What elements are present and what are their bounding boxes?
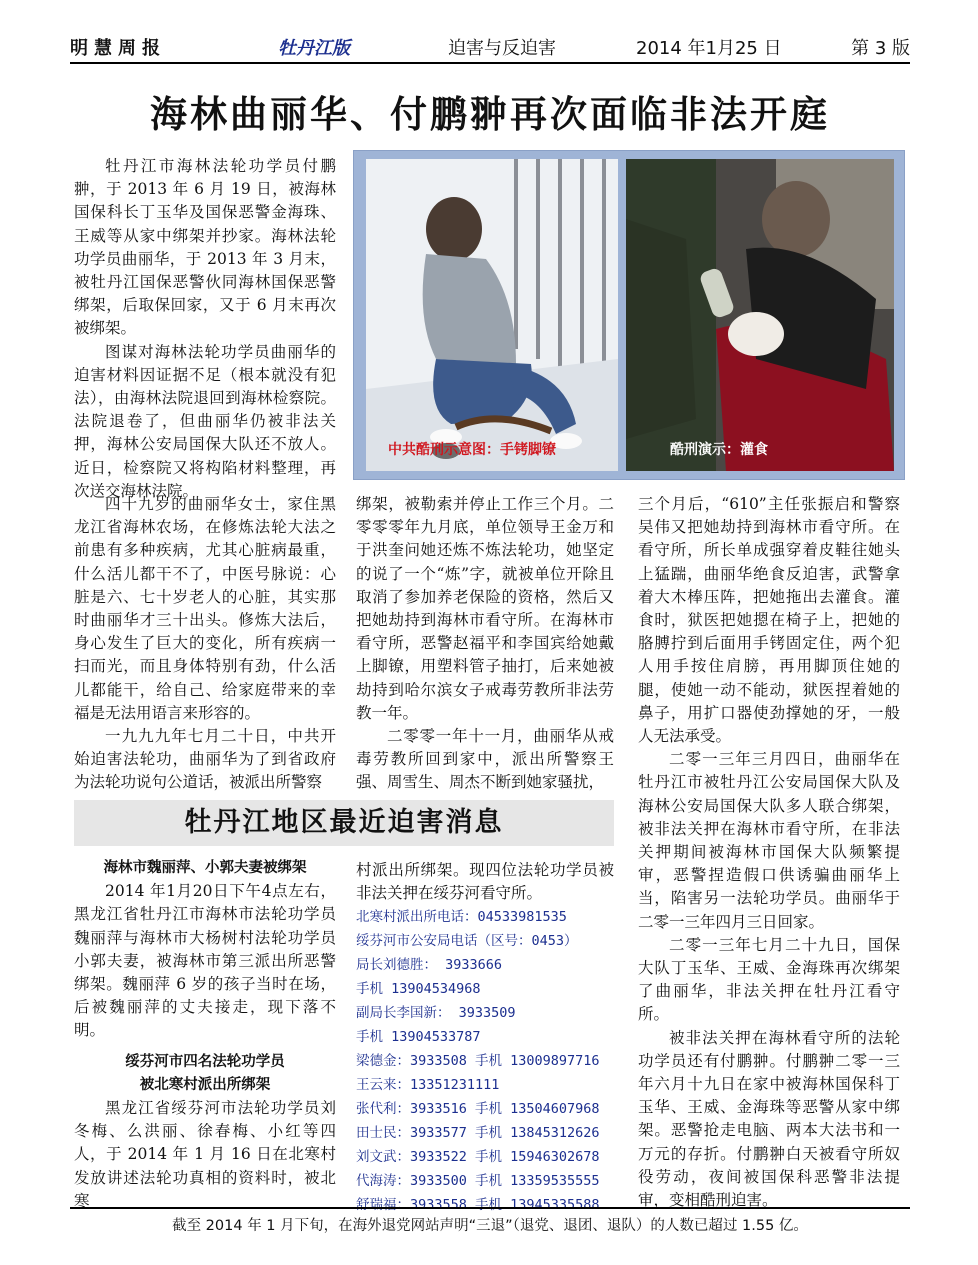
contact-line: 代海涛：3933500 手机 13359535555 xyxy=(356,1173,600,1190)
news-item-title: 绥芬河市四名法轮功学员 xyxy=(125,1053,285,1070)
contact-line: 田士民：3933577 手机 13845312626 xyxy=(356,1125,600,1142)
contact-line: 手机 13904533787 xyxy=(356,1029,481,1046)
issue-date: 2014 年1月25 日 xyxy=(636,38,782,59)
headline: 海林曲丽华、付鹏翀再次面临非法开庭 xyxy=(150,92,830,136)
force-feeding-image xyxy=(626,159,894,471)
article-column-1-lower xyxy=(74,493,336,795)
contact-line: 梁德金：3933508 手机 13009897716 xyxy=(356,1053,600,1070)
article-paragraph: 一九九九年七月二十日，中共开始迫害法轮功，曲丽华为了到省政府为法轮功说句公道话，被派出所警察 xyxy=(74,727,336,792)
footer-note: 截至 2014 年 1 月下旬，在海外退党网站声明“三退”（退党、退团、退队）的人数已超过 1.55 亿。 xyxy=(172,1218,808,1234)
torture-illustration-photo xyxy=(366,159,618,471)
article-paragraph: 二零零一年十一月，曲丽华从戒毒劳教所回到家中，派出所警察王强、周雪生、周杰不断到她家骚扰， xyxy=(356,727,614,792)
contact-line: 绥芬河市公安局电话（区号：0453） xyxy=(356,933,578,950)
photo-caption: 中共酷刑示意图：手铐脚镣 xyxy=(388,442,556,458)
contact-line: 张代利：3933516 手机 13504607968 xyxy=(356,1101,600,1118)
article-paragraph: 绑架，被勒索并停止工作三个月。二零零零年九月底，单位领导王金万和于洪奎问她还炼不炼法轮功，她坚定的说了一个“炼”字，就被单位开除且取消了参加养老保险的资格，然后又把她劫持到海林市看守所。在海林市看守所，恶警赵福平和李国宾给她戴上脚镣，用塑料管子抽打，后来她被劫持到哈尔滨女子戒毒劳教所非法劳教一年。 xyxy=(356,495,614,722)
article-paragraph: 二零一三年七月二十九日，国保大队丁玉华、王威、金海珠再次绑架了曲丽华，非法关押在牡丹江看守所。 xyxy=(638,935,900,1024)
news-item-title: 海林市魏丽萍、小郭夫妻被绑架 xyxy=(103,860,307,876)
article-paragraph: 二零一三年三月四日，曲丽华在牡丹江市被牡丹江公安局国保大队及海林公安局国保大队多人联合绑架，被非法关押在海林市看守所，在非法关押期间被海林市国保大队频繁提审，恶警捏造假口供诱骗曲丽华上当，陷害另一法轮功学员。曲丽华于二零一三年四月三日回家。 xyxy=(638,750,900,931)
contact-line: 刘文武：3933522 手机 15946302678 xyxy=(356,1149,600,1166)
page-number: 第 3 版 xyxy=(851,38,910,59)
contact-line: 副局长李国新： 3933509 xyxy=(356,1005,516,1022)
contact-line: 局长刘德胜： 3933666 xyxy=(356,957,503,974)
article-column-3 xyxy=(638,493,900,1212)
section-label: 迫害与反迫害 xyxy=(448,38,556,59)
page-header xyxy=(70,30,910,64)
article-paragraph: 四十九岁的曲丽华女士，家住黑龙江省海林农场，在修炼法轮大法之前患有多种疾病，尤其心脏病最重，什么活儿都干不了，中医号脉说：心脏是六、七十岁老人的心脏，其实那时曲丽华才三十出头。修炼大法后，身心发生了巨大的变化，所有疾病一扫而光，而且身体特别有劲，什么活儿都能干，给自己、给家庭带来的幸福是无法用语言来形容的。 xyxy=(74,495,336,722)
article-paragraph: 牡丹江市海林法轮功学员付鹏翀，于 2013 年 6 月 19 日，被海林国保科长丁玉华及国保恶警金海珠、王威等从家中绑架并抄家。海林法轮功学员曲丽华，于 2013 年 3 月末，被牡丹江国保恶警伙同海林国保恶警绑架，后取保回家，又于 6 月末再次被绑架。 xyxy=(74,157,336,338)
photo-frame xyxy=(353,150,905,480)
article-column-2 xyxy=(356,493,614,795)
news-section-banner: 牡丹江地区最近迫害消息 xyxy=(74,800,614,846)
article-paragraph: 三个月后，“610”主任张振启和警察吴伟又把她劫持到海林市看守所。在看守所，所长单成强穿着皮鞋往她头上猛踹，曲丽华绝食反迫害，武警拿着大木棒压阵，把她拖出去灌食。灌食时，狱医把她摁在椅子上，把她的胳膊拧到后面用手铐固定住，两个犯人用手按住肩膀，再用脚顶住她的腿，使她一动不能动，狱医捏着她的鼻子，用扩口器使劲撑她的牙，一般人无法承受。 xyxy=(638,495,900,746)
news-column-2 xyxy=(356,859,614,1217)
contact-line: 王云来：13351231111 xyxy=(356,1077,500,1094)
news-paragraph: 2014 年1月20日下午4点左右，黑龙江省牡丹江市海林市法轮功学员魏丽萍与海林市大杨树村法轮功学员小郭夫妻，被海林市第三派出所恶警绑架。魏丽萍 6 岁的孩子当时在场，后被魏丽萍的丈夫接走，现下落不明。 xyxy=(74,882,336,1040)
article-column-1 xyxy=(74,155,336,503)
contact-line: 北寒村派出所电话：04533981535 xyxy=(356,909,567,926)
contact-line: 舒瑞福：3933558 手机 13945335588 xyxy=(356,1197,600,1214)
news-column-1 xyxy=(74,857,336,1213)
force-feeding-photo xyxy=(626,159,894,471)
news-paragraph: 村派出所绑架。现四位法轮功学员被非法关押在绥芬河看守所。 xyxy=(356,861,614,903)
photo-caption: 酷刑演示：灌食 xyxy=(670,442,768,458)
news-paragraph: 黑龙江省绥芬河市法轮功学员刘冬梅、么洪丽、徐春梅、小红等四人，于 2014 年 1 月 16 日在北寒村发放讲述法轮功真相的资料时，被北寒 xyxy=(74,1099,336,1210)
article-paragraph: 被非法关押在海林看守所的法轮功学员还有付鹏翀。付鹏翀二零一三年六月十九日在家中被海林国保科丁玉华、王威、金海珠等恶警从家中绑架。恶警抢走电脑、两本大法书和一万元的存折。付鹏翀白天被看守所奴役劳动，夜间被国保科恶警非法提审，变相酷刑迫害。 xyxy=(638,1028,900,1210)
article-paragraph: 图谋对海林法轮功学员曲丽华的迫害材料因证据不足（根本就没有犯法），由海林法院退回到海林检察院。法院退卷了，但曲丽华仍被非法关押，海林公安局国保大队还不放人。近日，检察院又将构陷材料整理，再次送交海林法院。 xyxy=(74,342,336,500)
edition-label: 牡丹江版 xyxy=(278,38,350,59)
contact-line: 手机 13904534968 xyxy=(356,981,481,998)
masthead: 明慧周报 xyxy=(70,38,166,59)
footer-divider xyxy=(70,1207,910,1209)
shackled-woman-image xyxy=(366,159,618,471)
news-item-title: 被北寒村派出所绑架 xyxy=(139,1076,271,1093)
